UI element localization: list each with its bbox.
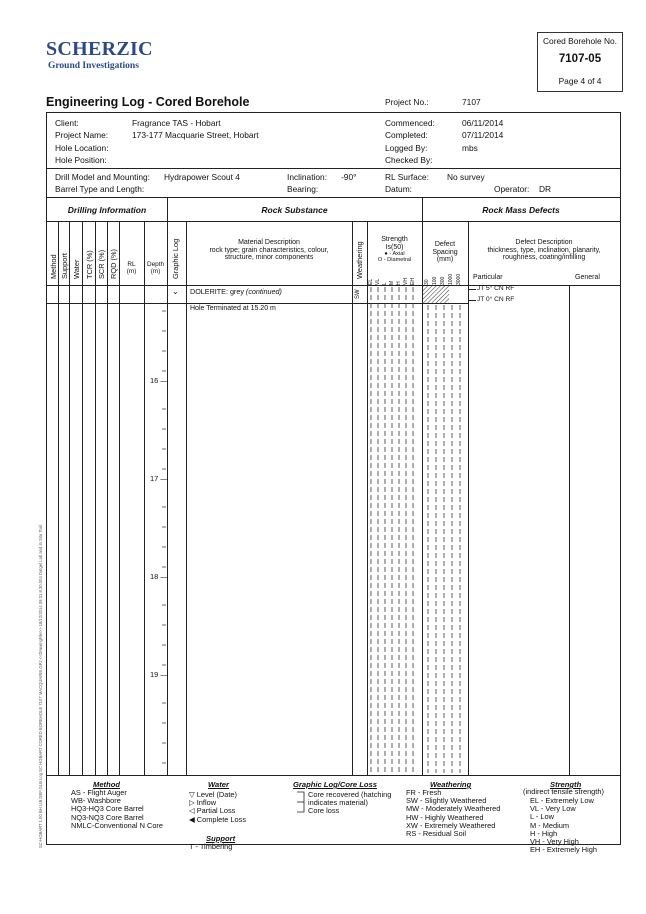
chevron-down-icon: ⌄ (172, 287, 179, 296)
legend-strength-item: VH - Very High (530, 837, 579, 847)
col-support: Support (60, 253, 69, 279)
strength-scale-vh: VH (403, 278, 409, 285)
col-method: Method (49, 254, 58, 279)
strength-scale-eh: EH (410, 278, 416, 285)
operator-value: DR (539, 184, 552, 194)
borehole-number-box (537, 32, 623, 92)
divider (468, 285, 469, 286)
material-continued: (continued) (245, 287, 282, 296)
completed-value: 07/11/2014 (462, 130, 504, 140)
page-indicator: Page 4 of 4 (558, 76, 602, 86)
project-name-value: 173-177 Macquarie Street, Hobart (132, 130, 259, 140)
legend-graphic-title: Graphic Log/Core Loss (293, 780, 377, 789)
col-water: Water (72, 259, 81, 279)
legend-weathering-item: SW - Slightly Weathered (406, 796, 487, 806)
section-drilling-information: Drilling Information (67, 205, 147, 215)
project-no-label: Project No.: (385, 97, 429, 107)
legend-strength-item: L - Low (530, 812, 554, 822)
drill-model-value: Hydrapower Scout 4 (164, 172, 240, 182)
legend-strength-item: H - High (530, 828, 558, 838)
termination-note: Hole Terminated at 15.20 m (190, 305, 276, 312)
col-weathering: Weathering (355, 241, 364, 279)
legend-method-item: HQ3-HQ3 Core Barrel (71, 804, 144, 814)
legend-graphic-item: Core loss (308, 806, 340, 816)
inflow-icon: ▷ (189, 798, 195, 808)
bearing-label: Bearing: (287, 184, 319, 194)
operator-label: Operator: (494, 184, 530, 194)
strength-scale-l: L (382, 282, 388, 285)
col-line (69, 221, 70, 775)
legend-method-item: AS - Flight Auger (71, 788, 127, 797)
col-line (468, 221, 469, 775)
col-rl-unit: (m) (126, 268, 137, 275)
legend-support-title: Support (206, 834, 236, 843)
legend-graphic-item: Core recovered (hatching (308, 790, 392, 799)
col-line (352, 221, 353, 775)
col-strength (367, 236, 422, 264)
depth-scale (144, 285, 167, 775)
legend-strength-item: M - Medium (530, 820, 570, 830)
spacing-sub: Spacing (432, 248, 458, 256)
legend-support-item: T - Timbering (189, 842, 233, 851)
strength-diametral-key: O - Diametral (377, 257, 412, 264)
spacing-unit: (mm) (436, 256, 454, 264)
col-line (58, 221, 59, 775)
barrel-type-label: Barrel Type and Length: (55, 184, 145, 194)
col-defect-spacing (422, 241, 468, 264)
scale-grid (367, 285, 468, 775)
divider (47, 285, 620, 286)
spacing-scale-300: 300 (440, 276, 446, 285)
material-row (190, 288, 282, 295)
material-text: DOLERITE: grey (190, 287, 244, 296)
legend-method-title: Method (93, 780, 120, 789)
datum-label: Datum: (385, 184, 412, 194)
page-title: Engineering Log - Cored Borehole (46, 95, 250, 109)
company-logo-tagline: Ground Investigations (48, 61, 139, 71)
hole-location-label: Hole Location: (55, 143, 109, 153)
legend-strength-item: VL - Very Low (530, 804, 576, 814)
divider (47, 775, 620, 776)
depth-label-16: 16 — (150, 376, 168, 385)
inclination-value: -90° (341, 172, 357, 182)
spacing-scale-3000: 3000 (456, 273, 462, 285)
legend-method-item: NMLC-Conventional N Core (71, 820, 164, 830)
section-rock-mass-defects: Rock Mass Defects (482, 205, 560, 215)
col-depth-unit: (m) (150, 268, 161, 275)
completed-label: Completed: (385, 130, 428, 140)
strength-scale-h: H (396, 281, 402, 285)
defect-tick (468, 300, 476, 301)
legend-water-item: ▷ Inflow (189, 798, 217, 808)
rl-surface-label: RL Surface: (385, 172, 429, 182)
legend-water-title: Water (208, 780, 229, 789)
client-label: Client: (55, 118, 79, 128)
borehole-number-label: Cored Borehole No. (542, 36, 618, 46)
project-name-label: Project Name: (55, 130, 109, 140)
legend-weathering-item: FR - Fresh (406, 788, 442, 797)
legend-strength-subtitle: (indirect tensile strength) (523, 787, 604, 796)
divider (47, 168, 620, 169)
col-scr: SCR (%) (97, 249, 106, 279)
col-line (95, 221, 96, 775)
spacing-scale-30: 30 (424, 279, 430, 285)
strength-scale-el: EL (368, 278, 374, 285)
legend-graphic-list (308, 791, 391, 816)
col-general: General (575, 274, 600, 281)
partial-loss-icon: ◁ (189, 806, 195, 816)
project-no-value: 7107 (462, 97, 481, 107)
company-logo-name: SCHERZIC (46, 38, 153, 60)
legend-water-item: ▽ Level (Date) (189, 790, 238, 799)
complete-loss-icon: ◀ (189, 814, 195, 824)
col-tcr: TCR (%) (85, 250, 94, 279)
spacing-scale-1000: 1000 (448, 273, 454, 285)
defect-2: JT 0° CN RF (477, 296, 515, 303)
inclination-label: Inclination: (287, 172, 328, 182)
commenced-value: 06/11/2014 (462, 118, 504, 128)
col-material-description (186, 239, 352, 262)
strength-axial-key: ● - Axial (384, 251, 405, 257)
legend-weathering-item: XW - Extremely Weathered (406, 820, 496, 830)
legend-strength-item: EH - Extremely High (530, 845, 597, 855)
legend-weathering-item: HW - Highly Weathered (406, 812, 484, 822)
col-defect-description (468, 239, 620, 262)
legend-water-item: ◁ Partial Loss (189, 806, 236, 816)
strength-sub: Is(50) (385, 243, 404, 251)
col-rl: RL (127, 261, 136, 268)
defect-tick (468, 289, 476, 290)
core-recovered-icon (296, 791, 306, 813)
spacing-title: Defect (434, 241, 456, 248)
legend-method-item: NQ3-NQ3 Core Barrel (71, 812, 144, 822)
material-title: Material Description (238, 239, 300, 246)
legend-weathering-item: RS - Residual Soil (406, 829, 466, 839)
col-rqd: RQD (%) (109, 249, 118, 279)
legend-weathering-title: Weathering (430, 780, 472, 789)
drill-model-label: Drill Model and Mounting: (55, 172, 150, 182)
col-particular: Particular (473, 274, 503, 281)
legend-water-list (189, 791, 246, 824)
divider (47, 221, 620, 222)
defect-sub1: thickness, type, inclination, planarity, (487, 246, 601, 254)
rl-surface-value: No survey (447, 172, 485, 182)
legend-graphic-item: indicates material) (308, 798, 368, 808)
log-sheet (46, 112, 621, 855)
defect-1: JT 5° CN RF (477, 285, 515, 292)
legend-weathering-item: MW - Moderately Weathered (406, 804, 501, 814)
legend-strength-title: Strength (550, 780, 582, 789)
depth-label-18: 18 — (150, 572, 168, 581)
col-depth: Depth (146, 261, 165, 268)
strength-title: Strength (381, 236, 408, 243)
defect-title: Defect Description (515, 239, 573, 246)
col-line (119, 221, 120, 775)
col-line (167, 197, 168, 775)
strength-scale-m: M (389, 280, 395, 285)
legend-weathering-list (406, 789, 500, 838)
legend-strength-list (530, 797, 597, 854)
legend-water-item: ◀ Complete Loss (189, 814, 247, 824)
checked-by-label: Checked By: (385, 155, 433, 165)
col-graphic-log: Graphic Log (171, 238, 180, 279)
depth-label-19: 19 — (150, 670, 168, 679)
divider (47, 197, 620, 198)
logged-by-label: Logged By: (385, 143, 428, 153)
footer-file-path: SC-HOBART 1.00 BH LIB DEF.GLB Log SC HOBART CORED BOREHOLE 7107 MACQUARIE.GPJ <<DrawingFile>> 18/12/2014 09:31 8.30.004 Datgel Lab and In Situ Tool (38, 524, 43, 848)
strength-scale-vl: VL (375, 278, 381, 285)
col-line (186, 221, 187, 775)
commenced-label: Commenced: (385, 118, 435, 128)
hole-position-label: Hole Position: (55, 155, 107, 165)
section-rock-substance: Rock Substance (261, 205, 328, 215)
legend-method-item: WB- Washbore (71, 796, 121, 806)
weathering-value: SW (355, 289, 361, 299)
material-sub2: structure, minor components (224, 254, 314, 262)
borehole-number: 7107-05 (558, 53, 602, 65)
client-value: Fragrance TAS - Hobart (132, 118, 221, 128)
legend-method-list (71, 789, 163, 830)
col-line (107, 221, 108, 775)
col-line (569, 285, 570, 775)
logged-by-value: mbs (462, 143, 478, 153)
col-line (82, 221, 83, 775)
depth-label-17: 17 — (150, 474, 168, 483)
water-level-icon: ▽ (189, 790, 195, 799)
legend-strength-item: EL - Extremely Low (530, 796, 594, 805)
spacing-scale-100: 100 (432, 276, 438, 285)
defect-sub2: roughness, coating/infilling (502, 254, 586, 262)
material-sub1: rock type; grain characteristics, colour, (209, 246, 329, 254)
